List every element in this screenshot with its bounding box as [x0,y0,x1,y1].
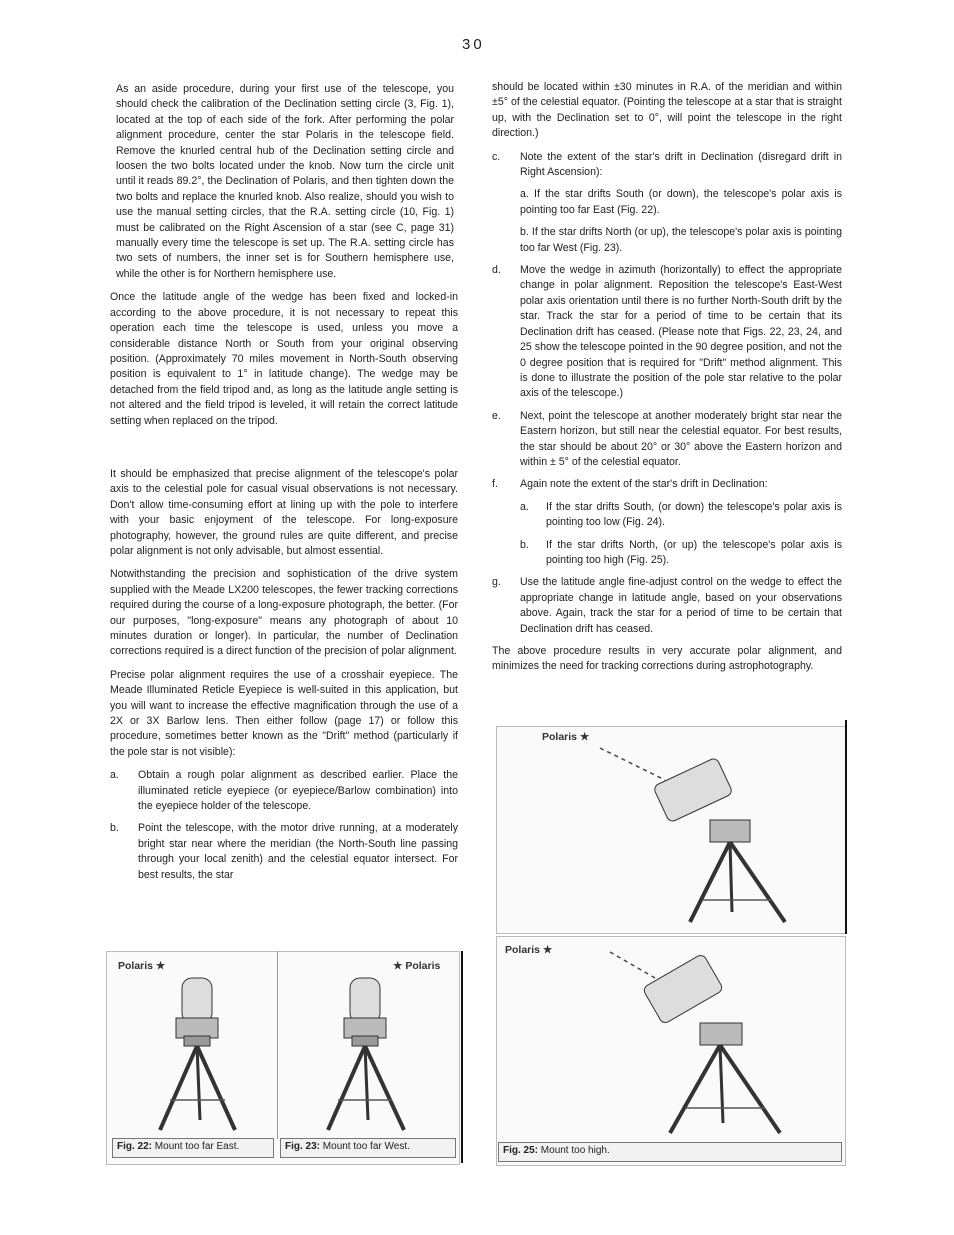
polaris-label: Polaris ★ [505,944,553,956]
step-b-continued: should be located within ±30 minutes in R.A. of the meridian and within ±5° of the celestial equator. (Pointing the telescope at a star that is straight up, with the Declination set to 0°, will point the telescope in the right direction.) [492,81,842,140]
list-item: a. Obtain a rough polar alignment as described earlier. Place the illuminated reticle eyepiece (or eyepiece/Barlow combination) into the eyepiece holder of the telescope. [110,769,458,813]
step-c-sub-b: b. If the star drifts North (or up), the telescope's polar axis is pointing too far West (Fig. 23). [520,226,842,254]
telescope-fig24-illustration [580,740,810,930]
telescope-fig23-illustration [312,970,422,1140]
step-c: c. Note the extent of the star's drift in Declination (disregard drift in Right Ascension): [492,150,842,179]
step-e: e. Next, point the telescope at another moderately bright star near the Eastern horizon, but still near the celestial equator. For best results, the star should be about 20° or 30° above the Eastern horizon and within ± 5° of the celestial equator. [492,409,842,468]
polaris-label: Polaris ★ [542,731,590,743]
page-number: 30 [462,36,485,53]
telescope-fig22-illustration [140,970,250,1140]
figure-23-caption: Fig. 23: Mount too far West. [280,1138,456,1158]
calibration-aside: As an aside procedure, during your first use of the telescope, you should check the calibration of the Declination setting circle (3, Fig. 1), located at the top of each side of the fork. After performing the polar alignment procedure, center the star Polaris in the telescope field. Remove the knurled central hub of the Declination setting circle and loosen the two bolts located under the knob. Now turn the circle unit until it reads 89.2°, the Declination of Polaris, and then tighten down the two bolts and replace the knurled knob. Also realize, should you wish to use the manual setting circles, that the R.A. setting circle (10, Fig. 1) must be calibrated on the Right Ascension of a star (see C, page 31) manually every time the telescope is set up. The R.A. setting circle has two sets of numbers, the inner set is for Southern hemisphere use, while the other is for Northern hemisphere use. [116,83,454,280]
step-c-sub-a: a. If the star drifts South (or down), the telescope's polar axis is pointing too far East (Fig. 22). [520,188,842,216]
step-d: d. Move the wedge in azimuth (horizontally) to effect the appropriate change in polar alignment. Reposition the telescope's East-West polar axis orientation until there is no further North-South drift by the star. Track the star for a period of time to be certain that its Declination drift has ceased. (Please note that Figs. 22, 23, 24, and 25 show the telescope pointed in the 90 degree position, and not the 0 degree position that is required for "Drift" method alignment. This is done to illustrate the position of the pole star relative to the polar axis of the telescope.) [492,264,842,400]
figure-divider [461,951,463,1163]
tracking-paragraph: Notwithstanding the precision and sophistication of the drive system supplied with the Meade LX200 telescopes, the fewer tracking corrections required during the course of a long-exposure photograph, the better. (For our purposes, "long-exposure" means any photograph of about 10 minutes duration or longer). In particular, the number of Declination corrections required is a direct function of the precision of polar alignment. [110,568,458,658]
wedge-paragraph: Once the latitude angle of the wedge has been fixed and locked-in according to the above procedure, it is not necessary to repeat this operation each time the telescope is used, unless you move a considerable distance North or South from your original observing position. (Approximately 70 miles movement in North-South observing position is equivalent to 1° in latitude change). The wedge may be detached from the field tripod and, as long as the latitude angle setting is not altered and the field tripod is leveled, it will retain the correct latitude setting when replaced on the tripod. [110,291,458,427]
figure-split-line [277,951,278,1139]
figure-24-divider [845,720,847,934]
figure-25-caption: Fig. 25: Mount too high. [498,1142,842,1162]
right-column [492,80,842,683]
step-f: f. Again note the extent of the star's drift in Declination: [492,478,768,491]
polaris-label: Polaris ★ [118,960,166,972]
figure-22-caption: Fig. 22: Mount too far East. [112,1138,274,1158]
polaris-label: ★ Polaris [393,960,441,972]
step-g: g. Use the latitude angle fine-adjust control on the wedge to effect the appropriate change in latitude angle, based on your observations above. Again, track the star for a period of time to be certain that Declination drift has ceased. [492,576,842,635]
step-f-sub-a: a. If the star drifts South, (or down) the telescope's polar axis is pointing too low (Fig. 24). [520,500,842,529]
drift-method-intro: Precise polar alignment requires the use of a crosshair eyepiece. The Meade Illuminated Reticle Eyepiece is well-suited in this application, but you will want to increase the effective magnification through the use of a 2X or 3X Barlow lens. Then either follow (page 17) or follow this procedure, sometimes better known as the "Drift" method (particularly if the pole star is not visible): [110,668,458,758]
left-column [110,82,458,890]
closing-paragraph: The above procedure results in very accurate polar alignment, and minimizes the need for tracking corrections during astrophotography. [492,645,842,673]
list-item: b. Point the telescope, with the motor drive running, at a moderately bright star near where the meridian (the North-South line passing through your local zenith) and the celestial equator intersect. For best results, the star [110,822,458,881]
precise-alignment-paragraph: It should be emphasized that precise alignment of the telescope's polar axis to the celestial pole for casual visual observations is not necessary. Don't allow time-consuming effort at lining up with the pole to interfere with your basic enjoyment of the telescope. For long-exposure photography, however, the ground rules are quite different, and precise polar alignment is not only advisable, but almost essential. [110,467,458,557]
step-f-sub-b: b. If the star drifts North, (or up) the telescope's polar axis is pointing too high (Fig. 25). [520,538,842,566]
telescope-fig25-illustration [560,948,800,1138]
